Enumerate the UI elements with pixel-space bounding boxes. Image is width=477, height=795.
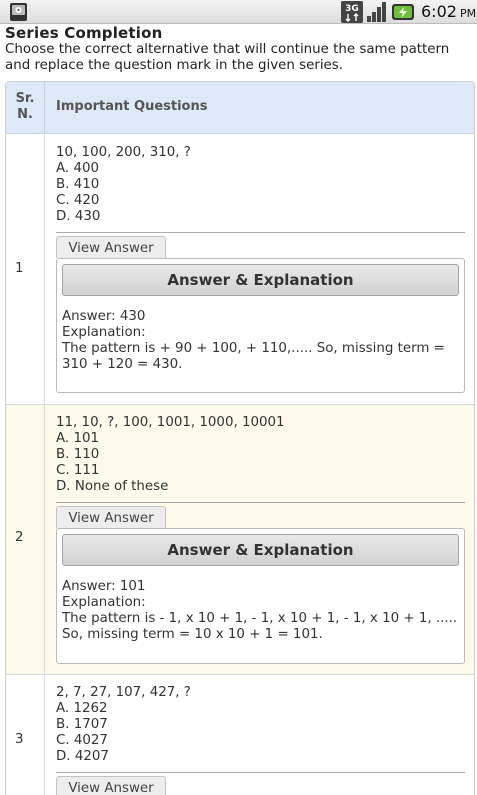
status-bar: [0, 0, 477, 24]
answer-explanation-header[interactable]: Answer & Explanation: [62, 534, 459, 566]
option-b: B. 1707: [56, 717, 108, 732]
header-important-questions: Important Questions: [56, 99, 208, 114]
question-text: 2, 7, 27, 107, 427, ?: [56, 685, 191, 700]
explanation-label: Explanation:: [62, 325, 146, 340]
table-row: [6, 134, 475, 405]
questions-table: [5, 81, 475, 795]
option-b: B. 410: [56, 177, 100, 192]
option-c: C. 4027: [56, 733, 108, 748]
page-title: Series Completion: [5, 24, 163, 42]
tab-divider: [56, 502, 465, 503]
option-d: D. 430: [56, 209, 101, 224]
explanation-text: The pattern is - 1, x 10 + 1, - 1, x 10 + 1, - 1, x 10 + 1, ..... So, missing term = 10 x 10 + 1 = 101.: [62, 611, 458, 642]
explanation-label: Explanation:: [62, 595, 146, 610]
option-d: D. 4207: [56, 749, 109, 764]
option-b: B. 110: [56, 447, 100, 462]
row-number-cell: 3: [6, 675, 45, 795]
page-intro: Choose the correct alternative that will continue the same pattern and replace the question mark in the given series.: [5, 42, 450, 73]
question-block: [56, 685, 191, 765]
view-answer-tab[interactable]: View Answer: [56, 506, 166, 528]
question-block: [56, 145, 191, 225]
table-row: [6, 405, 475, 675]
svg-text:3G: 3G: [345, 4, 359, 14]
header-sr-no: Sr. N.: [6, 82, 45, 134]
view-answer-tab[interactable]: View Answer: [56, 776, 166, 795]
question-block: [56, 415, 285, 495]
table-row: [6, 675, 475, 795]
answer-panel: [56, 528, 465, 664]
table-header: [6, 82, 475, 134]
battery-charging-icon: [391, 2, 415, 22]
sd-card-icon: [8, 2, 30, 22]
option-c: C. 420: [56, 193, 100, 208]
option-d: D. None of these: [56, 479, 169, 494]
answer-explanation-header[interactable]: Answer & Explanation: [62, 264, 459, 296]
question-text: 10, 100, 200, 310, ?: [56, 145, 191, 160]
row-number-cell: 2: [6, 405, 45, 674]
option-a: A. 101: [56, 431, 99, 446]
explanation-text: The pattern is + 90 + 100, + 110,..... So, missing term = 310 + 120 = 430.: [62, 341, 445, 372]
option-a: A. 1262: [56, 701, 108, 716]
answer-body: [62, 579, 459, 643]
answer-text: Answer: 101: [62, 579, 146, 594]
option-a: A. 400: [56, 161, 99, 176]
tab-divider: [56, 232, 465, 233]
question-text: 11, 10, ?, 100, 1001, 1000, 10001: [56, 415, 285, 430]
answer-panel: [56, 258, 465, 393]
row-number-cell: 1: [6, 134, 45, 404]
status-clock: 6:02 PM: [421, 2, 477, 21]
option-c: C. 111: [56, 463, 100, 478]
view-answer-tab[interactable]: View Answer: [56, 236, 166, 258]
answer-text: Answer: 430: [62, 309, 146, 324]
network-3g-icon: [341, 1, 363, 23]
signal-icon: [366, 1, 388, 23]
answer-body: [62, 309, 459, 373]
tab-divider: [56, 772, 465, 773]
